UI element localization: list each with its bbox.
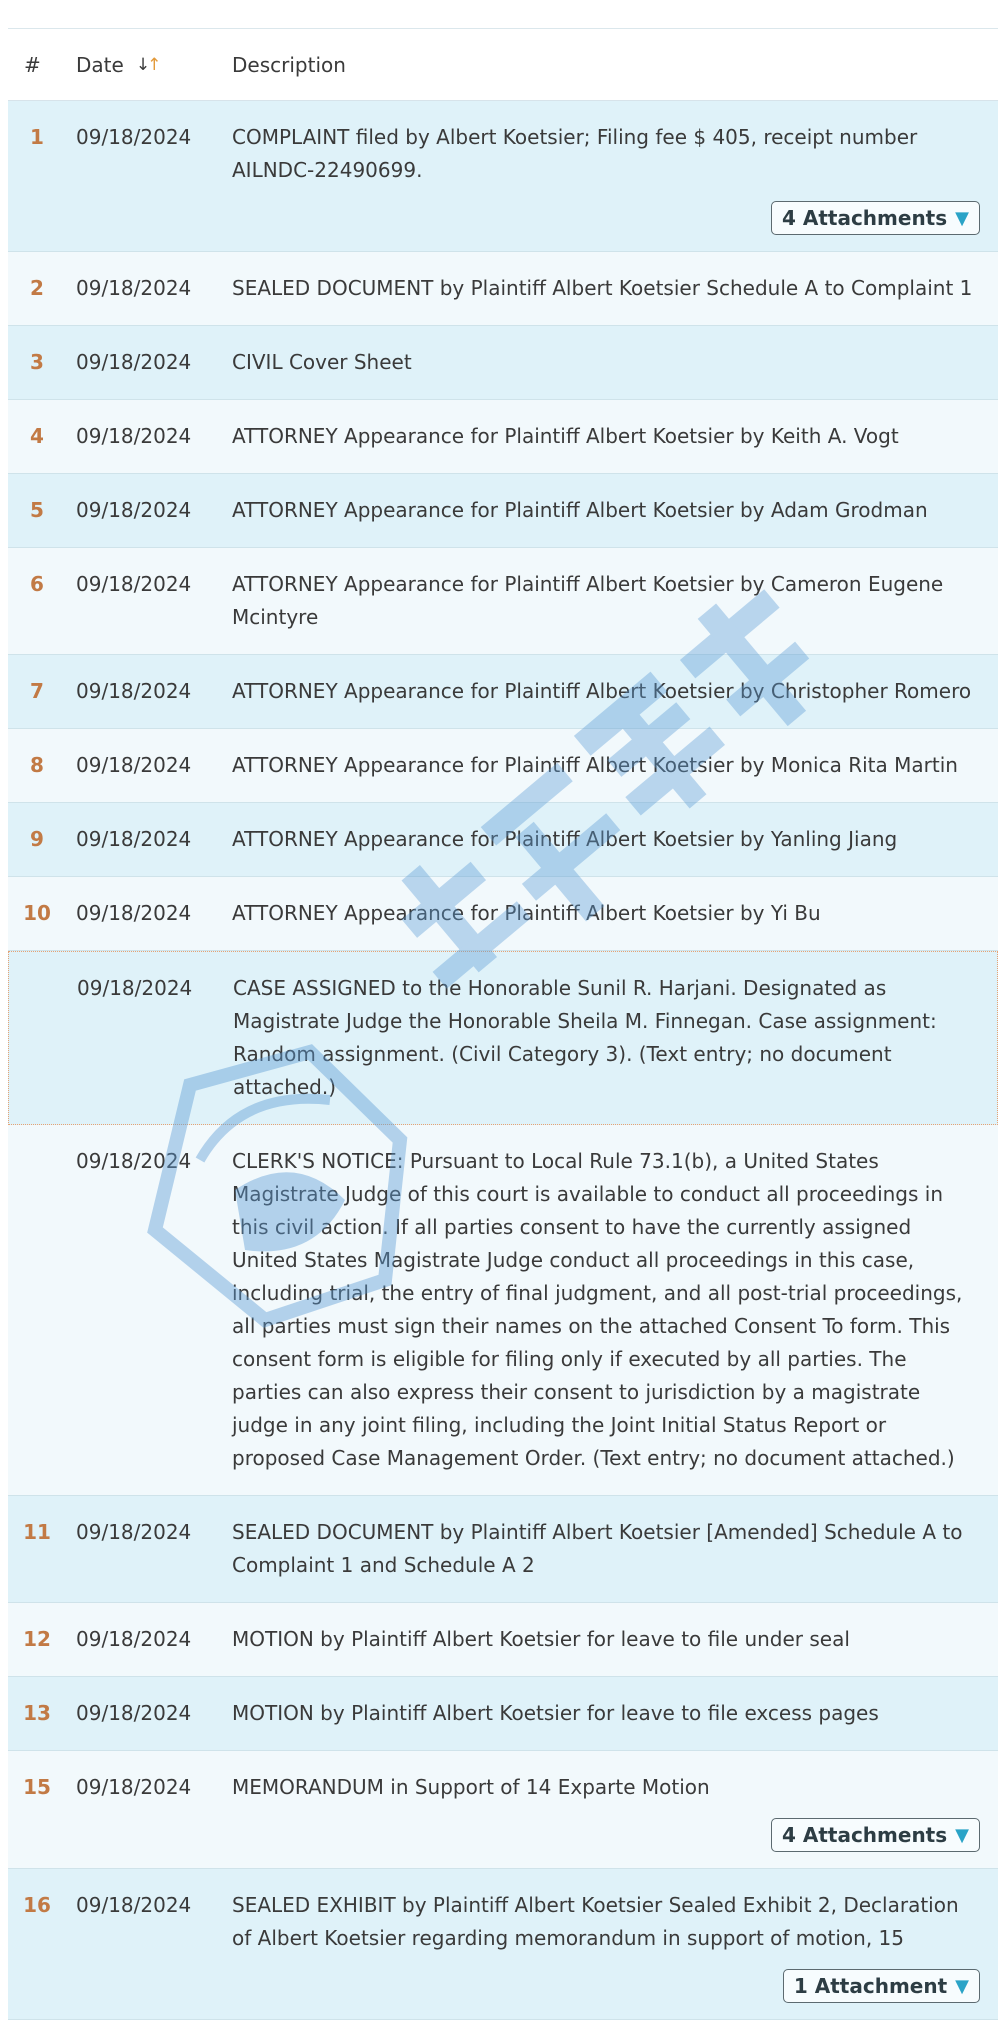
entry-number[interactable]: 12 (23, 1627, 51, 1651)
entry-date: 09/18/2024 (76, 1520, 192, 1544)
table-row (8, 951, 998, 1125)
table-row (8, 474, 998, 548)
table-row (8, 803, 998, 877)
table-row (8, 1496, 998, 1603)
entry-description: SEALED DOCUMENT by Plaintiff Albert Koetsier [Amended] Schedule A to Complaint 1 and Schedule A 2 (232, 1520, 963, 1577)
triangle-down-icon: ▼ (955, 207, 969, 229)
entry-number[interactable]: 16 (23, 1893, 51, 1917)
table-row (8, 655, 998, 729)
table-header (8, 29, 998, 101)
entry-description-cell (230, 1496, 998, 1602)
entry-number[interactable]: 10 (23, 901, 51, 925)
entry-number[interactable]: 9 (30, 827, 44, 851)
entry-date: 09/18/2024 (76, 572, 192, 596)
table-row (8, 1751, 998, 1869)
entry-date: 09/18/2024 (76, 901, 192, 925)
entry-description-cell (230, 548, 998, 654)
entry-description-cell (230, 877, 998, 950)
entry-description: SEALED DOCUMENT by Plaintiff Albert Koetsier Schedule A to Complaint 1 (232, 276, 973, 300)
table-row (8, 326, 998, 400)
triangle-down-icon: ▼ (955, 1975, 969, 1997)
entry-number[interactable] (8, 1125, 70, 1145)
attachments-button[interactable] (771, 1818, 980, 1852)
entry-number[interactable]: 2 (30, 276, 44, 300)
entry-number[interactable]: 11 (23, 1520, 51, 1544)
entry-description: ATTORNEY Appearance for Plaintiff Albert Koetsier by Cameron Eugene Mcintyre (232, 572, 944, 629)
entry-date: 09/18/2024 (76, 1149, 192, 1173)
entry-description-cell (230, 1125, 998, 1495)
entry-description: CASE ASSIGNED to the Honorable Sunil R. Harjani. Designated as Magistrate Judge the Honorable Sheila M. Finnegan. Case assignment: Random assignment. (Civil Category 3). (Text entry; no document attached.) (233, 976, 937, 1099)
entry-date: 09/18/2024 (76, 679, 192, 703)
entry-description: COMPLAINT filed by Albert Koetsier; Filing fee $ 405, receipt number AILNDC-22490699. (232, 125, 918, 182)
attachments-label: 4 Attachments (781, 205, 948, 230)
entry-description-cell (230, 101, 998, 251)
entry-number[interactable]: 15 (23, 1775, 51, 1799)
entry-description-cell (230, 1677, 998, 1750)
entry-description-cell (230, 1869, 998, 2019)
attachments-label: 1 Attachment (793, 1973, 948, 1998)
entry-date: 09/18/2024 (76, 125, 192, 149)
entry-description-cell (230, 252, 998, 325)
entry-description: MOTION by Plaintiff Albert Koetsier for leave to file excess pages (232, 1701, 879, 1725)
entry-number[interactable]: 4 (30, 424, 44, 448)
entry-number[interactable]: 5 (30, 498, 44, 522)
entry-number[interactable]: 7 (30, 679, 44, 703)
entry-description-cell (230, 729, 998, 802)
table-row (8, 729, 998, 803)
entry-number[interactable]: 8 (30, 753, 44, 777)
entry-description: MOTION by Plaintiff Albert Koetsier for leave to file under seal (232, 1627, 850, 1651)
table-row (8, 1677, 998, 1751)
entry-date: 09/18/2024 (76, 498, 192, 522)
entry-description: ATTORNEY Appearance for Plaintiff Albert Koetsier by Adam Grodman (232, 498, 928, 522)
entry-date: 09/18/2024 (76, 350, 192, 374)
entry-description-cell (230, 1751, 998, 1868)
column-header-description: Description (232, 52, 346, 77)
attachments-container (232, 201, 980, 235)
attachments-button[interactable] (771, 201, 980, 235)
entry-description: SEALED EXHIBIT by Plaintiff Albert Koetsier Sealed Exhibit 2, Declaration of Albert Koetsier regarding memorandum in support of motion, 15 (232, 1893, 959, 1950)
entry-description: CLERK'S NOTICE: Pursuant to Local Rule 73.1(b), a United States Magistrate Judge of this court is available to conduct all proceedings in this civil action. If all parties consent to have the currently assigned United States Magistrate Judge conduct all proceedings in this case, including trial, the entry of final judgment, and all post-trial proceedings, all parties must sign their names on the attached Consent To form. This consent form is eligible for filing only if executed by all parties. The parties can also express their consent to jurisdiction by a magistrate judge in any joint filing, including the Joint Initial Status Report or proposed Case Management Order. (Text entry; no document attached.) (232, 1149, 963, 1470)
column-header-number: # (24, 52, 41, 77)
entry-description-cell (230, 326, 998, 399)
entry-number[interactable]: 3 (30, 350, 44, 374)
docket-rows (8, 101, 998, 2020)
entry-date: 09/18/2024 (76, 1627, 192, 1651)
entry-description: CIVIL Cover Sheet (232, 350, 412, 374)
table-row (8, 548, 998, 655)
entry-description-cell (230, 400, 998, 473)
entry-date: 09/18/2024 (76, 753, 192, 777)
column-header-date[interactable] (70, 53, 230, 77)
table-row (8, 400, 998, 474)
entry-description: ATTORNEY Appearance for Plaintiff Albert Koetsier by Christopher Romero (232, 679, 972, 703)
attachments-label: 4 Attachments (781, 1822, 948, 1847)
entry-number[interactable]: 13 (23, 1701, 51, 1725)
entry-number[interactable] (9, 952, 71, 972)
entry-description-cell (230, 1603, 998, 1676)
entry-date: 09/18/2024 (76, 424, 192, 448)
attachments-button[interactable] (783, 1969, 980, 2003)
entry-description-cell (230, 474, 998, 547)
table-row (8, 1125, 998, 1496)
entry-description: MEMORANDUM in Support of 14 Exparte Motion (232, 1775, 710, 1799)
entry-date: 09/18/2024 (76, 1701, 192, 1725)
entry-date: 09/18/2024 (76, 827, 192, 851)
table-row (8, 101, 998, 252)
sort-arrows-icon[interactable]: ↓↑ (135, 54, 159, 75)
triangle-down-icon: ▼ (955, 1824, 969, 1846)
table-row (8, 252, 998, 326)
docket-table (8, 28, 998, 2020)
entry-date: 09/18/2024 (76, 1775, 192, 1799)
entry-description-cell (231, 952, 997, 1124)
entry-number[interactable]: 6 (30, 572, 44, 596)
entry-description-cell (230, 655, 998, 728)
attachments-container (232, 1969, 980, 2003)
entry-description: ATTORNEY Appearance for Plaintiff Albert Koetsier by Monica Rita Martin (232, 753, 958, 777)
column-header-date-label: Date (76, 52, 124, 77)
attachments-container (232, 1818, 980, 1852)
table-row (8, 1603, 998, 1677)
entry-date: 09/18/2024 (77, 976, 193, 1000)
table-row (8, 1869, 998, 2020)
entry-description: ATTORNEY Appearance for Plaintiff Albert Koetsier by Yi Bu (232, 901, 821, 925)
entry-description: ATTORNEY Appearance for Plaintiff Albert Koetsier by Yanling Jiang (232, 827, 898, 851)
entry-date: 09/18/2024 (76, 1893, 192, 1917)
entry-number[interactable]: 1 (30, 125, 44, 149)
entry-date: 09/18/2024 (76, 276, 192, 300)
table-row (8, 877, 998, 951)
entry-description: ATTORNEY Appearance for Plaintiff Albert Koetsier by Keith A. Vogt (232, 424, 899, 448)
entry-description-cell (230, 803, 998, 876)
